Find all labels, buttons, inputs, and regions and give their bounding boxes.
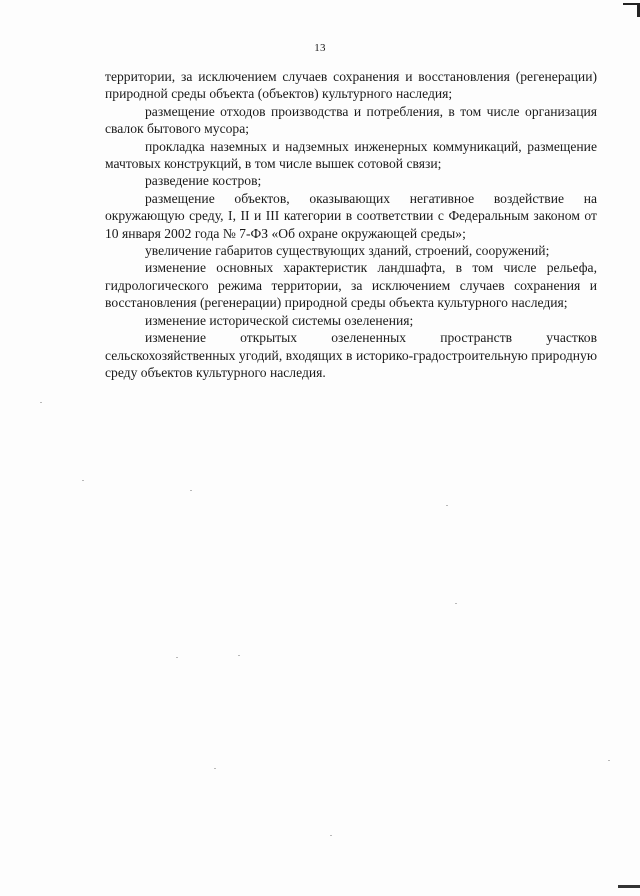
scan-corner-mark <box>623 3 640 17</box>
paragraph-waste-placement: размещение отходов производства и потребления, в том числе организация свалок бытового мусора; <box>105 103 597 137</box>
scan-edge-mark <box>618 885 640 888</box>
paragraph-greenery-system: изменение исторической системы озеленения; <box>145 312 414 328</box>
scan-speck <box>82 480 84 481</box>
page-number: 13 <box>314 42 326 54</box>
scan-speck <box>608 760 610 761</box>
scan-speck <box>176 657 178 658</box>
scan-speck <box>190 490 192 491</box>
paragraph-bonfires: разведение костров; <box>145 173 262 189</box>
paragraph-continuation: территории, за исключением случаев сохранения и восстановления (регенерации) природной среды объекта (объектов) культурного наследия; <box>105 69 597 102</box>
paragraph-utility-lines: прокладка наземных и надземных инженерных коммуникаций, размещение мачтовых конструкций, в том числе вышек сотовой связи; <box>105 138 597 172</box>
scan-speck <box>214 768 216 769</box>
scan-speck <box>40 402 42 403</box>
scan-speck <box>238 655 240 656</box>
scan-speck <box>446 505 448 506</box>
paragraph-environmental-objects: размещение объектов, оказывающих негативное воздействие на окружающую среду, I, II и III категории в соответствии с Федеральным законом от 10 января 2002 года № 7-ФЗ «Об охране окружающей среды»; <box>105 190 597 241</box>
scan-speck <box>330 835 332 836</box>
document-body <box>105 68 597 381</box>
scan-speck <box>455 603 457 604</box>
paragraph-building-dimensions: увеличение габаритов существующих зданий, строений, сооружений; <box>145 243 550 259</box>
paragraph-landscape-changes: изменение основных характеристик ландшафта, в том числе рельефа, гидрологического режима территории, за исключением случаев сохранения и восстановления (регенерации) природной среды объекта культурного наследия; <box>105 260 597 311</box>
paragraph-open-green-spaces: изменение открытых озелененных пространств участков сельскохозяйственных угодий, входящих в историко-градостроительную природную среду объектов культурного наследия. <box>105 330 597 380</box>
